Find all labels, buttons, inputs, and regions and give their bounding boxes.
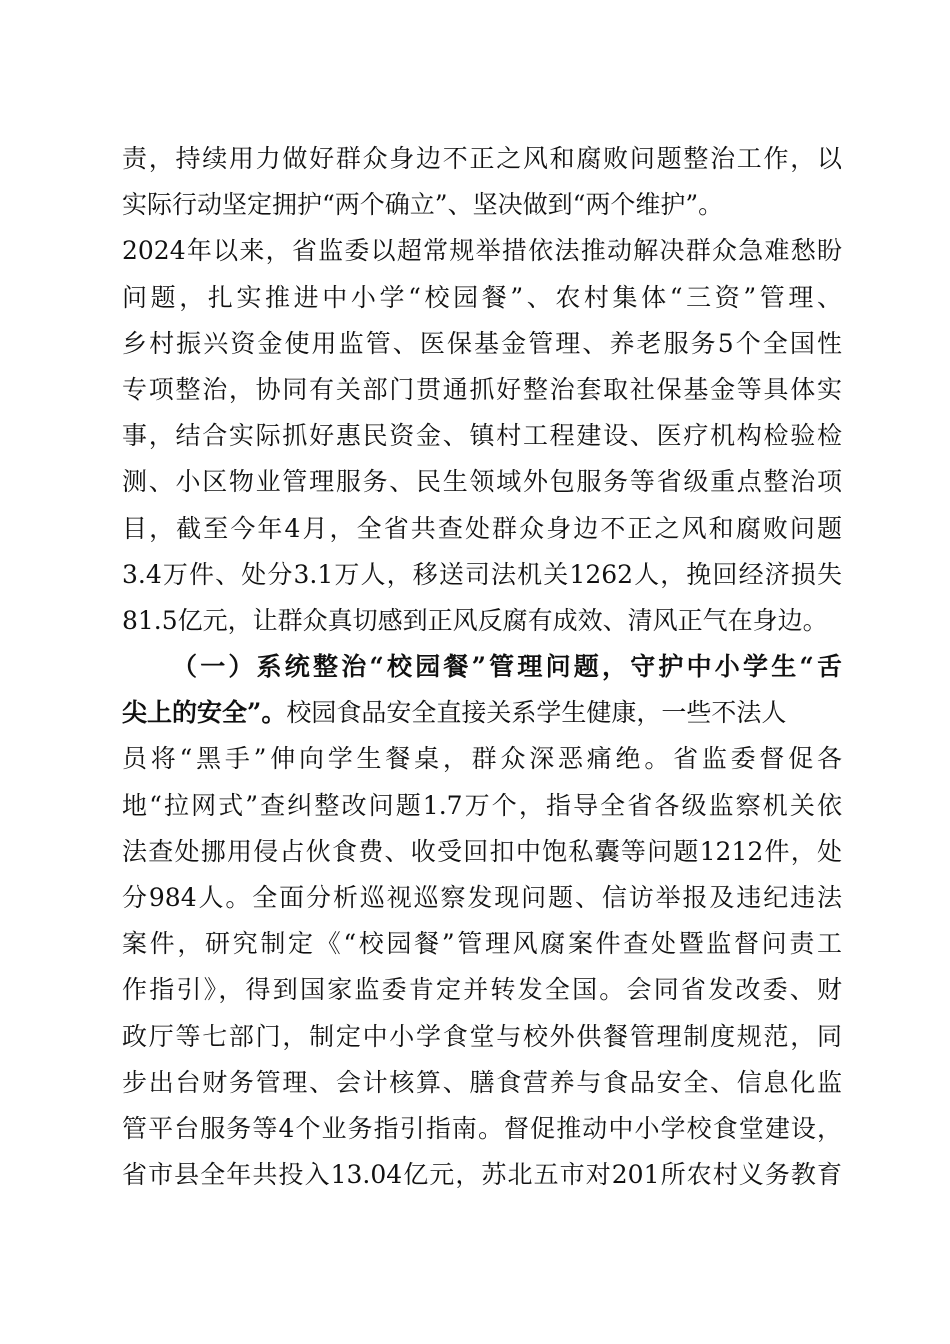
text-line: 省市县全年共投入13.04亿元，苏北五市对201所农村义务教育 [122,1160,842,1190]
text-line: 员将“黑手”伸向学生餐桌，群众深恶痛绝。省监委督促各 [122,744,842,774]
text-segment: 校园食品安全直接关系学生健康，一些不法人 [286,698,787,728]
text-line [122,690,842,736]
text-line: 乡村振兴资金使用监管、医保基金管理、养老服务5个全国性 [122,328,842,358]
text-line: 分984人。全面分析巡视巡察发现问题、信访举报及违纪违法 [122,883,842,912]
text-line: 测、小区物业管理服务、民生领域外包服务等省级重点整治项 [122,467,842,497]
section-heading-end: 尖上的安全”。 [122,698,287,728]
text-line: 案件，研究制定《“校园餐”管理风腐案件查处暨监督问责工 [122,929,842,959]
text-line: 地“拉网式”查纠整改问题1.7万个，指导全省各级监察机关依 [122,790,842,820]
text-line: 责，持续用力做好群众身边不正之风和腐败问题整治工作，以 [122,144,842,173]
text-line: 3.4万件、处分3.1万人，移送司法机关1262人，挽回经济损失 [122,559,842,589]
text-line: 问题，扎实推进中小学“校园餐”、农村集体“三资”管理、 [122,282,842,312]
text-line: 实际行动坚定拥护“两个确立”、坚决做到“两个维护”。 [122,190,724,220]
text-line: 步出台财务管理、会计核算、膳食营养与食品安全、信息化监 [122,1067,842,1097]
text-line: 政厅等七部门，制定中小学食堂与校外供餐管理制度规范，同 [122,1021,842,1051]
text-line: 作指引》，得到国家监委肯定并转发全国。会同省发改委、财 [122,975,842,1005]
text-line: 事，结合实际抓好惠民资金、镇村工程建设、医疗机构检验检 [122,421,842,451]
text-line: 81.5亿元，让群众真切感到正风反腐有成效、清风正气在身边。 [122,605,828,635]
body-text [122,136,842,1198]
text-line: 目，截至今年4月，全省共查处群众身边不正之风和腐败问题 [122,513,842,543]
text-line: 管平台服务等4个业务指引指南。督促推动中小学校食堂建设， [122,1113,842,1143]
text-line: 专项整治，协同有关部门贯通抓好整治套取社保基金等具体实 [122,374,842,404]
text-line: 法查处挪用侵占伙食费、收受回扣中饱私囊等问题1212件，处 [122,836,842,866]
section-heading-line: （一）系统整治“校园餐”管理问题，守护中小学生“舌 [172,652,842,682]
text-line: 2024年以来，省监委以超常规举措依法推动解决群众急难愁盼 [122,236,842,266]
